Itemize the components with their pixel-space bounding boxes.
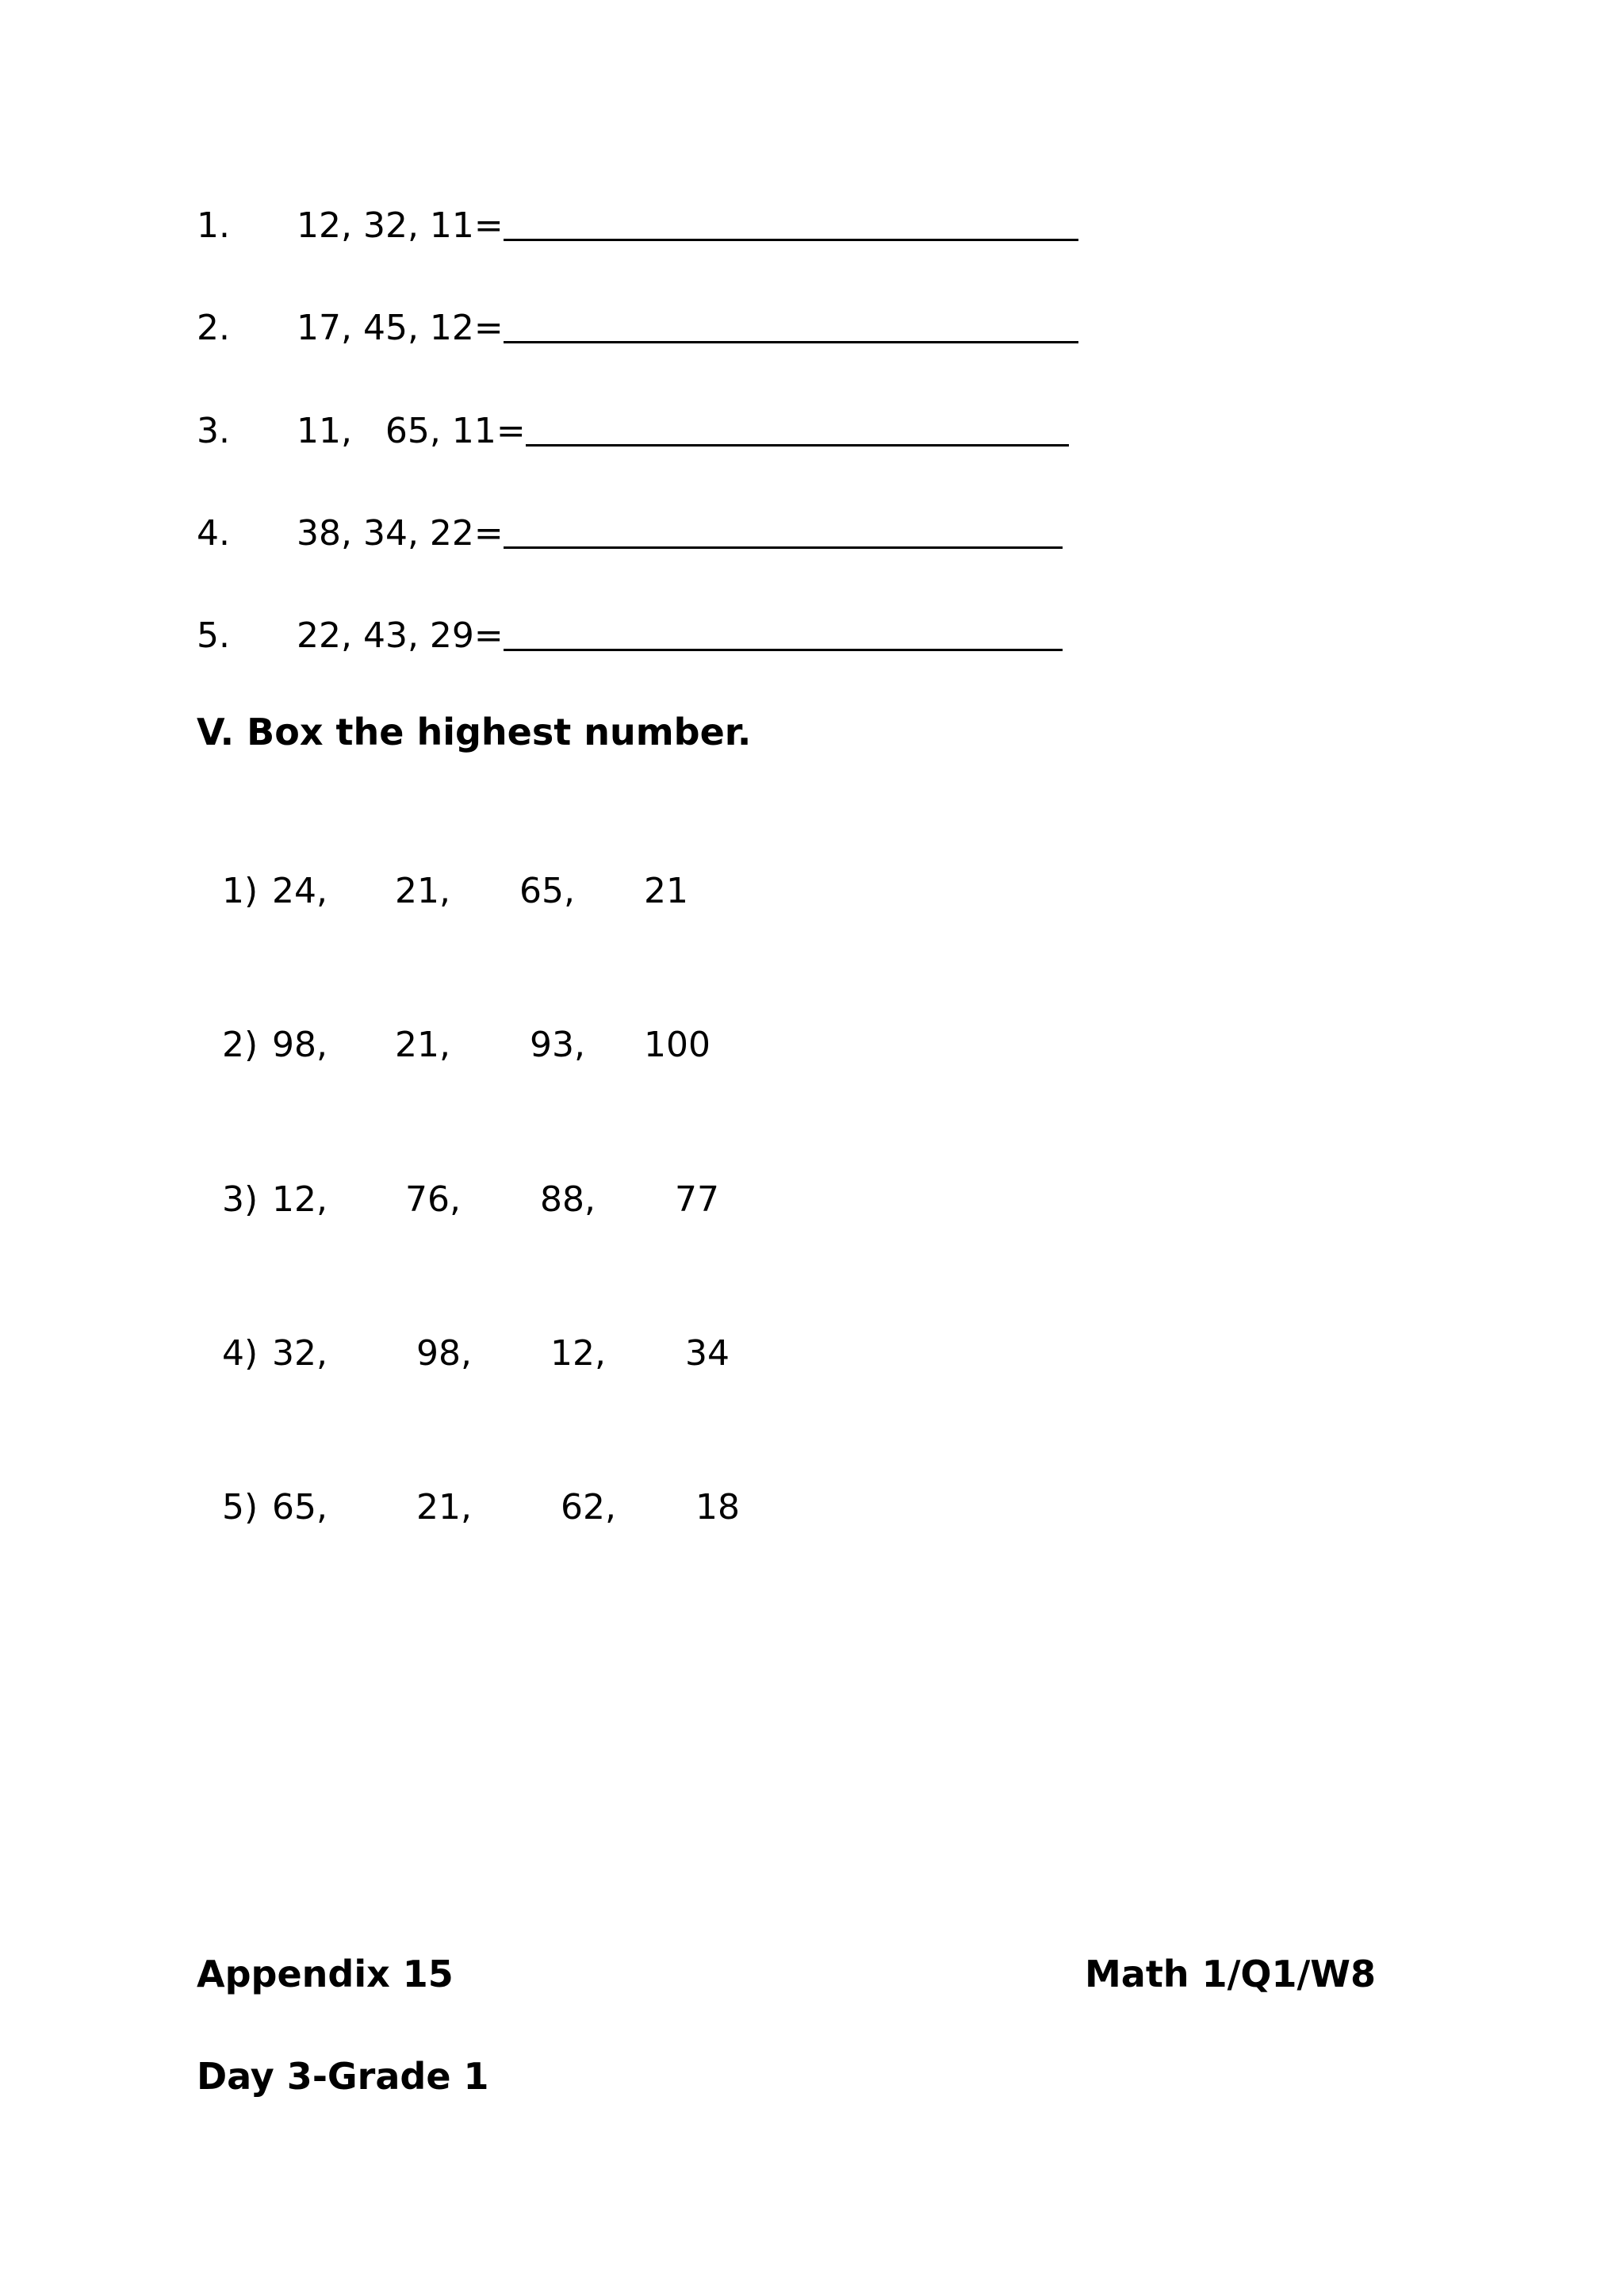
item-label: 3)	[222, 1179, 259, 1220]
answer-blank[interactable]	[526, 408, 1069, 447]
appendix-label: Appendix 15	[197, 1953, 454, 1995]
numbered-item	[197, 612, 1063, 660]
number-option[interactable]: 65,	[272, 1487, 327, 1527]
number-option[interactable]: 21,	[395, 871, 450, 911]
box-item	[222, 1330, 777, 1378]
item-label: 5)	[222, 1487, 259, 1527]
number-option[interactable]: 24,	[272, 871, 327, 911]
item-number: 4.	[197, 513, 230, 554]
item-expression: 38, 34, 22=	[297, 513, 504, 554]
item-expression: 11, 65, 11=	[297, 411, 526, 451]
box-item	[222, 1022, 777, 1069]
number-option[interactable]: 21,	[416, 1487, 472, 1527]
number-option[interactable]: 18	[695, 1487, 740, 1527]
answer-blank[interactable]	[504, 510, 1063, 549]
item-label: 1)	[222, 871, 259, 911]
item-expression: 12, 32, 11=	[297, 205, 504, 246]
number-option[interactable]: 34	[685, 1333, 730, 1374]
box-item	[222, 1484, 777, 1531]
numbered-item	[197, 305, 1078, 352]
numbered-item	[197, 202, 1078, 250]
item-label: 4)	[222, 1333, 259, 1374]
item-expression: 17, 45, 12=	[297, 308, 504, 348]
box-item	[222, 1176, 777, 1224]
item-number: 5.	[197, 615, 230, 656]
number-option[interactable]: 21	[644, 871, 688, 911]
answer-blank[interactable]	[504, 305, 1078, 343]
item-number: 2.	[197, 308, 230, 348]
number-option[interactable]: 98,	[416, 1333, 472, 1374]
course-code: Math 1/Q1/W8	[1085, 1953, 1377, 1995]
answer-blank[interactable]	[504, 612, 1063, 651]
item-number: 1.	[197, 205, 230, 246]
numbered-item	[197, 510, 1063, 558]
number-option[interactable]: 12,	[272, 1179, 327, 1220]
number-option[interactable]: 98,	[272, 1025, 327, 1065]
answer-blank[interactable]	[504, 202, 1078, 241]
number-option[interactable]: 62,	[561, 1487, 616, 1527]
number-option[interactable]: 76,	[405, 1179, 461, 1220]
box-item	[222, 868, 777, 915]
number-option[interactable]: 32,	[272, 1333, 327, 1374]
number-option[interactable]: 65,	[519, 871, 575, 911]
number-option[interactable]: 100	[644, 1025, 710, 1065]
number-option[interactable]: 12,	[550, 1333, 606, 1374]
number-option[interactable]: 93,	[530, 1025, 585, 1065]
number-option[interactable]: 21,	[395, 1025, 450, 1065]
day-grade-label: Day 3-Grade 1	[197, 2055, 489, 2098]
number-option[interactable]: 77	[675, 1179, 719, 1220]
item-expression: 22, 43, 29=	[297, 615, 504, 656]
number-option[interactable]: 88,	[540, 1179, 596, 1220]
item-number: 3.	[197, 411, 230, 451]
section-heading: V. Box the highest number.	[197, 711, 752, 753]
numbered-item	[197, 408, 1069, 455]
item-label: 2)	[222, 1025, 259, 1065]
